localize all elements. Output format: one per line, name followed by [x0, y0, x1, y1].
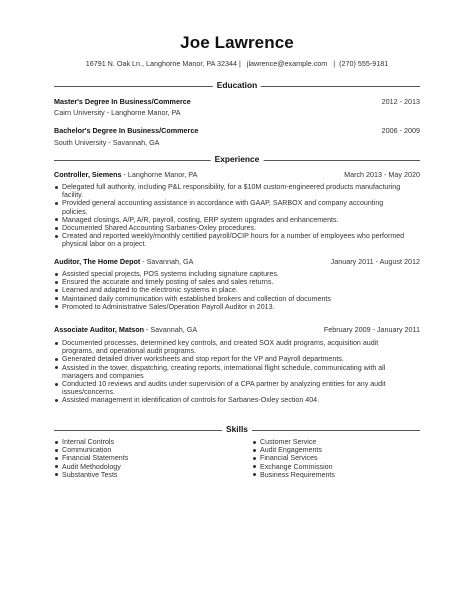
- job-title: Auditor, The Home Depot: [54, 257, 141, 266]
- education-dates: 2012 - 2013: [381, 97, 420, 106]
- education-heading-label: Education: [213, 80, 261, 90]
- skills-heading: [54, 425, 420, 435]
- skill-item: Audit Methodology: [54, 463, 224, 471]
- job-title: Controller, Siemens: [54, 170, 122, 179]
- list-item: Generated detailed driver worksheets and stop report for the VP and Payroll departments.: [54, 355, 410, 363]
- job-dates: January 2011 - August 2012: [330, 257, 420, 266]
- job-1-bullets: [54, 183, 410, 249]
- skill-item: Financial Services: [252, 454, 422, 462]
- skill-item: Customer Service: [252, 438, 422, 446]
- skills-list-left: [54, 438, 224, 479]
- education-dates: 2006 - 2009: [381, 126, 420, 135]
- skills-list-right: [252, 438, 422, 479]
- skill-item: Substantive Tests: [54, 471, 224, 479]
- education-school: South University - Savannah, GA: [54, 138, 160, 147]
- education-school: Cairn University - Langhorne Manor, PA: [54, 108, 181, 117]
- skill-item: Business Requirements: [252, 471, 422, 479]
- job-location: - Savannah, GA: [144, 325, 198, 334]
- list-item: Created and reported weekly/monthly certified payroll/OCIP hours for a number of employees who performed physical labor on a project.: [54, 232, 410, 248]
- education-degree: Bachelor's Degree In Business/Commerce: [54, 126, 199, 135]
- list-item: Provided general accounting assistance in accordance with GAAP, SARBOX and company accounting policies.: [54, 199, 410, 215]
- job-title: Associate Auditor, Matson: [54, 325, 144, 334]
- education-degree: Master's Degree In Business/Commerce: [54, 97, 191, 106]
- list-item: Delegated full authority, including P&L responsibility, for a $10M custom-engineered products manufacturing facility.: [54, 183, 410, 199]
- education-heading: [54, 81, 420, 91]
- skill-item: Audit Engagements: [252, 446, 422, 454]
- job-3-bullets: [54, 339, 410, 405]
- list-item: Assisted management in identification of controls for Sarbanes-Oxley section 404.: [54, 396, 410, 404]
- list-item: Assisted special projects, POS systems including signature captures.: [54, 270, 410, 278]
- skill-item: Exchange Commission: [252, 463, 422, 471]
- job-dates: March 2013 - May 2020: [344, 170, 420, 179]
- candidate-name: Joe Lawrence: [180, 33, 294, 52]
- list-item: Documented processes, determined key controls, and created SOX audit programs, acquisition audit programs, and operational audit programs.: [54, 339, 410, 355]
- list-item: Ensured the accurate and timely posting of sales and sales returns.: [54, 278, 410, 286]
- list-item: Promoted to Administrative Sales/Operation Payroll Auditor in 2013.: [54, 303, 410, 311]
- skill-item: Financial Statements: [54, 454, 224, 462]
- list-item: Maintained daily communication with established brokers and collection of documents: [54, 295, 410, 303]
- job-location: - Savannah, GA: [140, 257, 194, 266]
- contact-line: 16791 N. Oak Ln., Langhorne Manor, PA 32344 | jlawrence@example.com | (270) 555-9181: [85, 59, 389, 68]
- list-item: Learned and adapted to the electronic systems in place.: [54, 286, 410, 294]
- list-item: Conducted 10 reviews and audits under supervision of a CPA partner by analyzing entities for any audit issues/concerns.: [54, 380, 410, 396]
- job-location: - Langhorne Manor, PA: [121, 170, 198, 179]
- skill-item: Internal Controls: [54, 438, 224, 446]
- job-2-bullets: [54, 270, 410, 311]
- list-item: Assisted in the tower, dispatching, creating reports, international flight schedule, communicating with all managers and companies: [54, 364, 410, 380]
- skills-heading-label: Skills: [222, 424, 252, 434]
- skill-item: Communication: [54, 446, 224, 454]
- job-dates: February 2009 - January 2011: [323, 325, 420, 334]
- list-item: Managed closings, A/P, A/R, payroll, costing, ERP system upgrades and enhancements.: [54, 216, 410, 224]
- experience-heading-label: Experience: [211, 154, 264, 164]
- list-item: Documented Shared Accounting Sarbanes-Oxley procedures.: [54, 224, 410, 232]
- experience-heading: [54, 155, 420, 165]
